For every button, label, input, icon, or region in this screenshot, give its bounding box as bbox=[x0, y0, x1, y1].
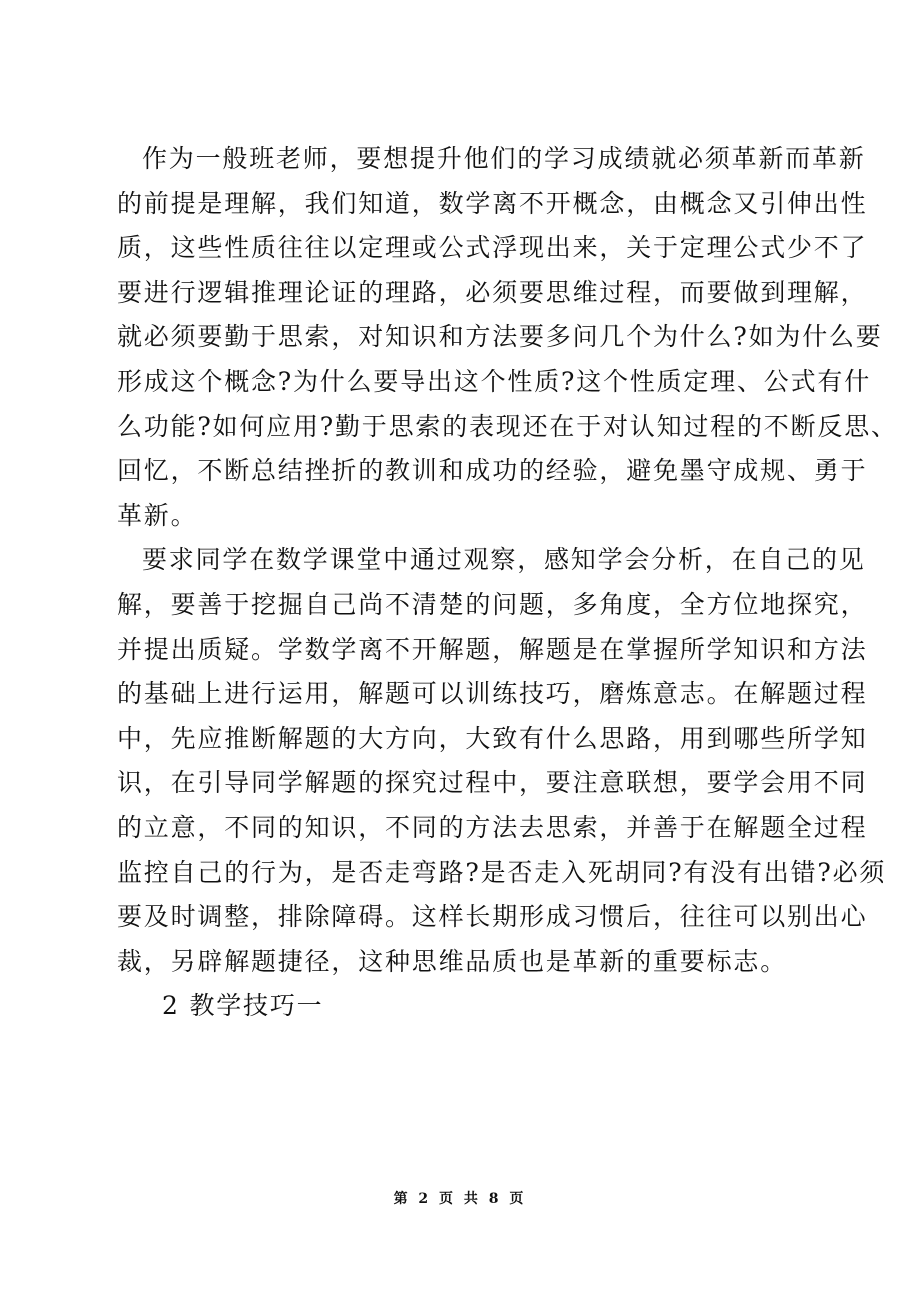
paragraph-line: 解，要善于挖掘自己尚不清楚的问题，多角度，全方位地探究， bbox=[117, 589, 868, 619]
document-body bbox=[117, 137, 898, 1029]
paragraph-line: 质，这些性质往往以定理或公式浮现出来，关于定理公式少不了 bbox=[117, 233, 868, 263]
paragraph-line: 的前提是理解，我们知道，数学离不开概念，由概念又引伸出性 bbox=[117, 188, 868, 218]
paragraph-line: 裁，另辟解题捷径，这种思维品质也是革新的重要标志。 bbox=[117, 946, 788, 976]
page-number-footer: 第 2 页 共 8 页 bbox=[393, 1191, 527, 1207]
paragraph-line: 要及时调整，排除障碍。这样长期形成习惯后，往往可以别出心 bbox=[117, 902, 868, 932]
section-heading: 2 教学技巧一 bbox=[162, 991, 324, 1021]
paragraph-line: 要求同学在数学课堂中通过观察，感知学会分析，在自己的见 bbox=[142, 545, 866, 575]
paragraph-line: 形成这个概念?为什么要导出这个性质?这个性质定理、公式有什 bbox=[117, 366, 872, 396]
paragraph-line: 中，先应推断解题的大方向，大致有什么思路，用到哪些所学知 bbox=[117, 723, 868, 753]
paragraph-line: 识，在引导同学解题的探究过程中，要注意联想，要学会用不同 bbox=[117, 768, 868, 798]
paragraph-line: 么功能?如何应用?勤于思索的表现还在于对认知过程的不断反思、 bbox=[117, 411, 898, 441]
paragraph-line: 回忆，不断总结挫折的教训和成功的经验，避免墨守成规、勇于 bbox=[117, 456, 868, 486]
paragraph-line: 并提出质疑。学数学离不开解题，解题是在掌握所学知识和方法 bbox=[117, 634, 868, 664]
paragraph-line: 的基础上进行运用，解题可以训练技巧，磨炼意志。在解题过程 bbox=[117, 679, 868, 709]
paragraph-line: 革新。 bbox=[117, 500, 198, 530]
paragraph-line: 就必须要勤于思索，对知识和方法要多问几个为什么?如为什么要 bbox=[117, 322, 883, 352]
paragraph-line: 的立意，不同的知识，不同的方法去思索，并善于在解题全过程 bbox=[117, 812, 868, 842]
paragraph-line: 监控自己的行为，是否走弯路?是否走入死胡同?有没有出错?必须 bbox=[117, 857, 887, 887]
paragraph-line: 作为一般班老师，要想提升他们的学习成绩就必须革新而革新 bbox=[142, 144, 866, 173]
paragraph-line: 要进行逻辑推理论证的理路，必须要思维过程，而要做到理解， bbox=[117, 277, 868, 307]
